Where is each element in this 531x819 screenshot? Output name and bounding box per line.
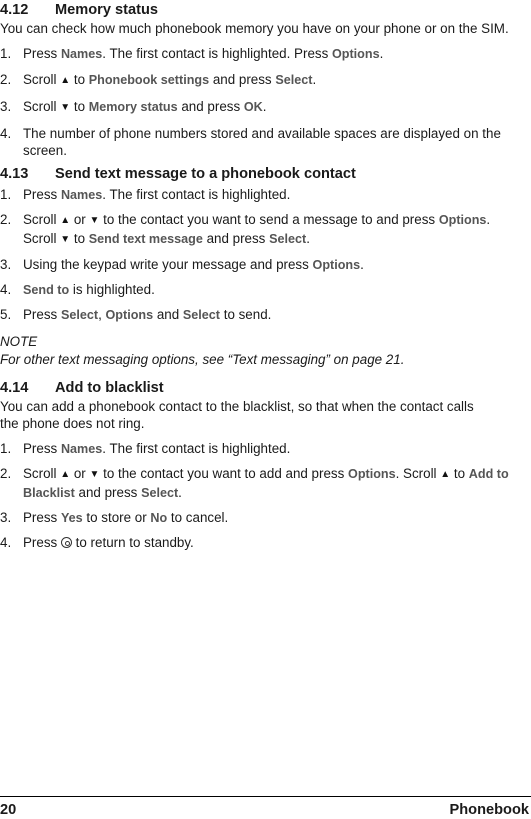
scroll-down-icon: ▼ <box>60 102 71 113</box>
step-number: 3. <box>0 510 12 525</box>
key-label: Options <box>348 467 396 481</box>
key-label: Names <box>60 47 103 61</box>
scroll-up-icon: ▲ <box>60 215 71 226</box>
step-text: and press <box>74 485 142 500</box>
section-number: 4.14 <box>0 380 29 396</box>
step-text: and press <box>177 99 244 114</box>
section-title: Send text message to a phonebook contact <box>55 166 356 182</box>
step-text: Press <box>23 441 61 456</box>
step-text: to the contact you want to send a message to and press <box>99 212 439 227</box>
key-label: Options <box>332 47 380 61</box>
step-text: or <box>70 466 90 481</box>
scroll-down-icon: ▼ <box>89 469 100 480</box>
key-label: Add to Blacklist <box>23 467 509 500</box>
section-intro: You can add a phonebook contact to the blacklist, so that when the contact calls the phone does not ring. <box>0 399 474 431</box>
step-number: 2. <box>0 466 12 481</box>
step-text: to <box>450 466 469 481</box>
step-number: 4. <box>0 282 12 297</box>
step-text: Scroll <box>23 466 61 481</box>
step-number: 4. <box>0 126 12 141</box>
step-text: Press <box>23 307 61 322</box>
step-number: 3. <box>0 99 12 114</box>
step-text: is highlighted. <box>69 282 155 297</box>
step-number: 2. <box>0 72 12 87</box>
step-item <box>0 186 531 204</box>
step-item <box>0 440 531 458</box>
footer-rule <box>0 796 531 797</box>
scroll-up-icon: ▲ <box>60 75 71 86</box>
step-text: and press <box>209 72 276 87</box>
step-text: or <box>70 212 90 227</box>
step-text: to <box>70 99 89 114</box>
section-title: Memory status <box>55 2 158 18</box>
scroll-down-icon: ▼ <box>60 234 71 245</box>
step-item <box>0 211 531 249</box>
step-text: . <box>306 231 310 246</box>
step-text: and press <box>202 231 270 246</box>
key-label: Names <box>60 188 103 202</box>
section-number: 4.12 <box>0 2 29 18</box>
step-text: . The first contact is highlighted. Press <box>102 46 332 61</box>
key-label: Yes <box>60 511 83 525</box>
key-label: Select <box>141 486 179 500</box>
step-number: 5. <box>0 307 12 322</box>
step-text: to send. <box>220 307 272 322</box>
step-number: 1. <box>0 441 12 456</box>
step-text: Press <box>23 510 61 525</box>
step-text: to <box>70 231 89 246</box>
key-label: Select <box>269 232 307 246</box>
step-text: . <box>178 485 182 500</box>
step-text: and <box>153 307 183 322</box>
step-text: . <box>312 72 317 87</box>
section-memory-status <box>0 0 531 159</box>
step-item <box>0 256 531 274</box>
step-text: . Scroll <box>23 212 491 246</box>
scroll-up-icon: ▲ <box>440 469 451 480</box>
step-text: . The first contact is highlighted. <box>102 441 291 456</box>
section-intro: You can check how much phonebook memory you have on your phone or on the SIM. <box>0 21 509 36</box>
step-number: 4. <box>0 535 12 550</box>
key-label: Phonebook settings <box>88 73 210 87</box>
step-number: 2. <box>0 212 12 227</box>
step-text: to the contact you want to add and press <box>99 466 349 481</box>
step-number: 1. <box>0 187 12 202</box>
step-item <box>0 534 531 551</box>
step-item <box>0 125 531 159</box>
key-label: Options <box>438 213 487 227</box>
step-item <box>0 509 531 527</box>
key-label: Send text message <box>88 232 203 246</box>
step-number: 1. <box>0 46 12 61</box>
step-text: Press <box>23 187 61 202</box>
scroll-down-icon: ▼ <box>89 215 100 226</box>
step-text: Scroll <box>23 72 61 87</box>
end-key-icon <box>61 537 72 548</box>
step-text: The number of phone numbers stored and available spaces are displayed on the screen. <box>23 126 501 158</box>
section-number: 4.13 <box>0 166 29 182</box>
step-text: . Scroll <box>395 466 441 481</box>
key-label: Select <box>182 308 220 322</box>
note-label: NOTE <box>0 334 38 349</box>
step-item <box>0 465 531 502</box>
step-text: Scroll <box>23 99 61 114</box>
section-heading <box>0 378 531 398</box>
step-text: Press <box>23 46 61 61</box>
section-add-to-blacklist <box>0 378 531 551</box>
step-text: Scroll <box>23 212 61 227</box>
step-text: Press <box>23 535 61 550</box>
step-text: to <box>70 72 89 87</box>
footer-section-title: Phonebook <box>449 802 529 818</box>
key-label: OK <box>243 100 263 114</box>
step-item <box>0 71 531 90</box>
section-heading <box>0 0 531 20</box>
section-title: Add to blacklist <box>55 380 164 396</box>
section-heading <box>0 164 531 184</box>
step-text: to store or <box>82 510 151 525</box>
step-number: 3. <box>0 257 12 272</box>
key-label: Send to <box>23 283 70 297</box>
step-text: . <box>360 257 364 272</box>
step-text: to cancel. <box>167 510 229 525</box>
key-label: Select <box>60 308 99 322</box>
step-text: to return to standby. <box>71 535 194 550</box>
step-text: . The first contact is highlighted. <box>102 187 291 202</box>
step-text: . <box>379 46 384 61</box>
step-text: , <box>98 307 106 322</box>
key-label: No <box>150 511 168 525</box>
note-text: For other text messaging options, see “Text messaging” on page 21. <box>0 352 405 367</box>
key-label: Names <box>60 442 103 456</box>
step-item <box>0 281 531 299</box>
step-item <box>0 306 531 324</box>
step-item <box>0 45 531 63</box>
step-item <box>0 98 531 117</box>
step-text: . <box>262 99 267 114</box>
key-label: Options <box>105 308 154 322</box>
page-number: 20 <box>0 802 17 818</box>
key-label: Select <box>275 73 313 87</box>
key-label: Options <box>312 258 361 272</box>
step-text: Using the keypad write your message and press <box>23 257 313 272</box>
scroll-up-icon: ▲ <box>60 469 71 480</box>
key-label: Memory status <box>88 100 178 114</box>
section-send-text-message <box>0 164 531 368</box>
